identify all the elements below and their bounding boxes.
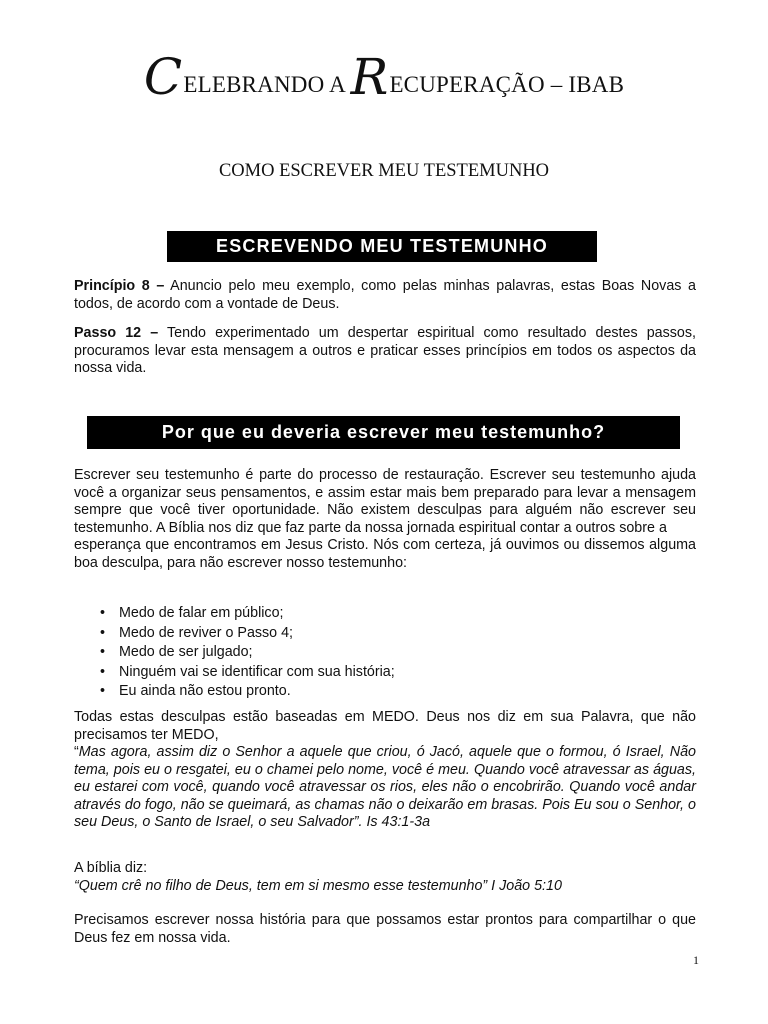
- title-text-2: ECUPERAÇÃO – IBAB: [389, 72, 625, 97]
- excuse-text: Medo de ser julgado;: [119, 644, 253, 660]
- title-initial-c: C: [143, 48, 183, 106]
- medo-paragraph: [74, 709, 696, 832]
- bullet-icon: •: [100, 624, 106, 641]
- intro-text-2: esperança que encontramos em Jesus Cristo. Nós com certeza, já ouvimos ou dissemos alguma boa desculpa, para não escrever nosso testemunho:: [74, 537, 696, 571]
- closing-paragraph: [74, 912, 696, 947]
- document-title: [0, 48, 768, 106]
- list-item: [74, 643, 674, 663]
- document-subtitle: COMO ESCREVER MEU TESTEMUNHO: [218, 161, 550, 181]
- bullet-icon: •: [100, 663, 106, 680]
- title-text-1: ELEBRANDO A: [183, 72, 351, 97]
- bullet-icon: •: [100, 605, 106, 621]
- excuse-text: Ninguém vai se identificar com sua história;: [119, 663, 395, 680]
- medo-text: Todas estas desculpas estão baseadas em MEDO. Deus nos diz em sua Palavra, que não precisamos ter MEDO,: [74, 709, 696, 743]
- list-item: [74, 663, 674, 683]
- isaiah-quote: Mas agora, assim diz o Senhor a aquele que criou, ó Jacó, aquele que o formou, ó Israel, Não tema, pois eu o resgatei, eu o chamei pelo nome, você é meu. Quando você atravessar as águas, eu estarei com você, quando você atravessar os rios, eles não o encobrirão. Quando você andar através do fogo, não se queimará, as chamas não o deixarão em brasas. Pois Eu sou o Senhor, o seu Deus, o Santo de Israel, o seu Salvador”. Is 43:1-3a: [74, 744, 696, 830]
- title-initial-r: R: [350, 48, 389, 106]
- intro-text-1: Escrever seu testemunho é parte do processo de restauração. Escrever seu testemunho ajuda você a organizar seus pensamentos, e assim estar mais bem preparado para levar a mensagem sempre que você tiver oportunidade. Não existem desculpas para alguém não escrever seu testemunho. A Bíblia nos diz que faz parte da nossa jornada espiritual contar a outros sobre a: [74, 467, 696, 536]
- section-banner-por-que: Por que eu deveria escrever meu testemunho?: [87, 416, 680, 449]
- step-label: Passo 12 –: [74, 325, 159, 341]
- principle-text: Anuncio pelo meu exemplo, como pelas minhas palavras, estas Boas Novas a todos, de acordo com a vontade de Deus.: [74, 278, 697, 312]
- list-item: [74, 624, 674, 644]
- closing-text: Precisamos escrever nossa história para que possamos estar prontos para compartilhar o que Deus fez em nossa vida.: [74, 912, 696, 946]
- list-item: [74, 604, 674, 624]
- step-paragraph: [74, 325, 696, 378]
- excuse-text: Eu ainda não estou pronto.: [119, 683, 291, 699]
- excuse-text: Medo de reviver o Passo 4;: [119, 624, 294, 641]
- intro-paragraph: [74, 467, 696, 572]
- step-text: Tendo experimentado um despertar espiritual como resultado destes passos, procuramos levar esta mensagem a outros e praticar esses princípios em todos os aspectos da nossa vida.: [74, 325, 697, 376]
- excuse-text: Medo de falar em público;: [119, 605, 284, 621]
- john-quote: “Quem crê no filho de Deus, tem em si mesmo esse testemunho” I João 5:10: [74, 877, 562, 894]
- bullet-icon: •: [100, 644, 106, 660]
- bullet-icon: •: [100, 683, 106, 699]
- quote-open-mark: “: [74, 744, 79, 760]
- page-number: 1: [693, 953, 699, 967]
- biblia-paragraph: [74, 860, 696, 895]
- principle-label: Princípio 8 –: [74, 278, 165, 294]
- section-banner-escrevendo: ESCREVENDO MEU TESTEMUNHO: [167, 231, 597, 262]
- biblia-label: A bíblia diz:: [74, 860, 148, 876]
- excuses-list: [74, 604, 674, 702]
- principle-paragraph: [74, 278, 696, 313]
- list-item: [74, 682, 674, 702]
